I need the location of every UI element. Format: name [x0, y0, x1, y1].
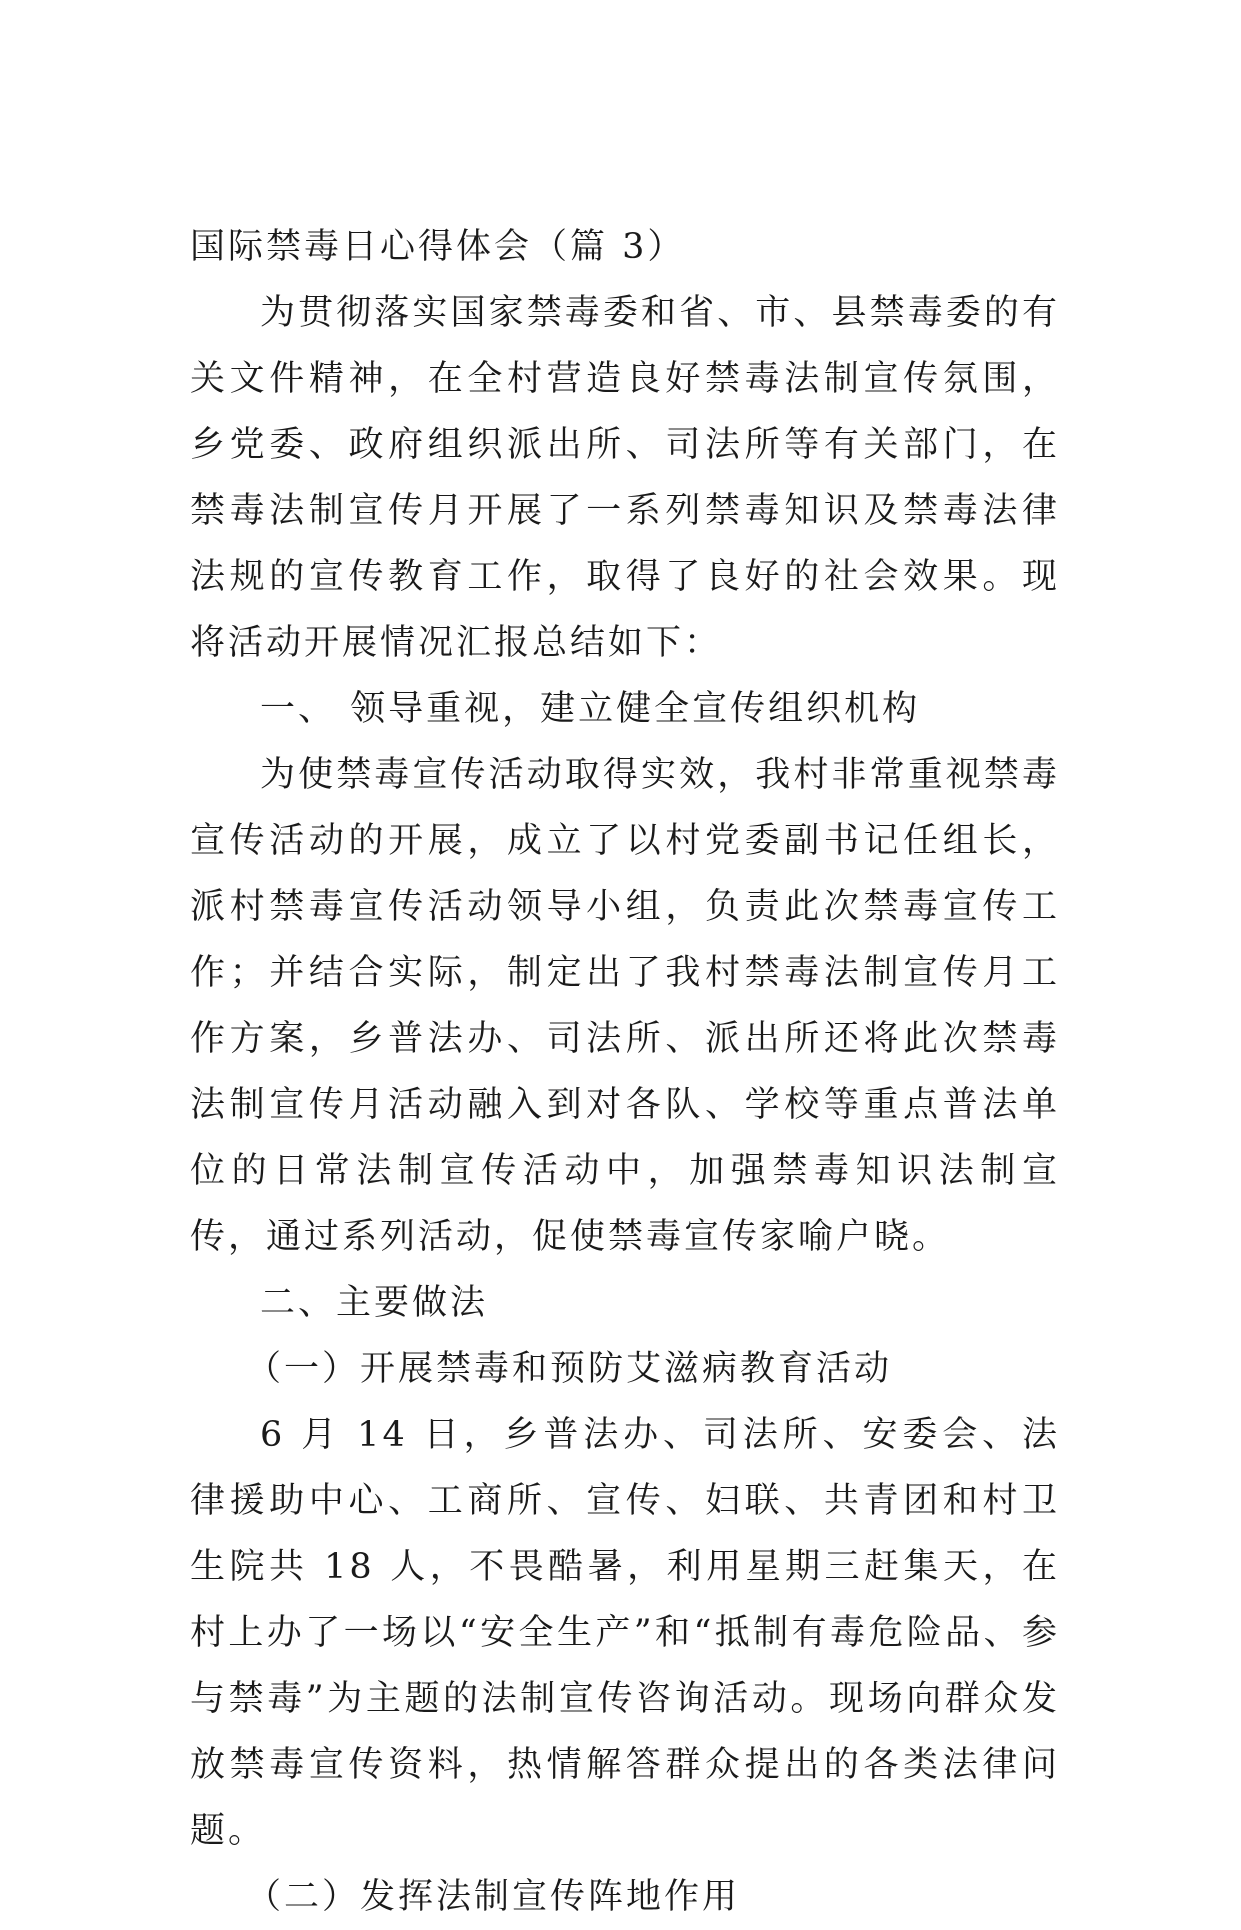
subsection-heading-1: （一）开展禁毒和预防艾滋病教育活动 [246, 1349, 893, 1389]
section-1-paragraph: 为使禁毒宣传活动取得实效，我村非常重视禁毒宣传活动的开展，成立了以村党委副书记任组长，派村禁毒宣传活动领导小组，负责此次禁毒宣传工作；并结合实际，制定出了我村禁毒法制宣传月工作方案，乡普法办、司法所、派出所还将此次禁毒法制宣传月活动融入到对各队、学校等重点普法单位的日常法制宣传活动中，加强禁毒知识法制宣传，通过系列活动，促使禁毒宣传家喻户晓。 [190, 755, 1060, 1257]
document-title: 国际禁毒日心得体会（篇 3） [190, 227, 686, 267]
subsection-1-paragraph: 6 月 14 日，乡普法办、司法所、安委会、法律援助中心、工商所、宣传、妇联、共青团和村卫生院共 18 人，不畏酷暑，利用星期三赶集天，在村上办了一场以“安全生产”和“抵制有毒危险品、参与禁毒”为主题的法制宣传咨询活动。现场向群众发放禁毒宣传资料，热情解答群众提出的各类法律问题。 [190, 1415, 1060, 1851]
section-heading-1: 一、 领导重视，建立健全宣传组织机构 [260, 689, 921, 729]
section-heading-2: 二、主要做法 [260, 1283, 489, 1323]
subsection-heading-2: （二）发挥法制宣传阵地作用 [246, 1877, 741, 1917]
intro-paragraph: 为贯彻落实国家禁毒委和省、市、县禁毒委的有关文件精神，在全村营造良好禁毒法制宣传氛围，乡党委、政府组织派出所、司法所等有关部门，在禁毒法制宣传月开展了一系列禁毒知识及禁毒法律法规的宣传教育工作，取得了良好的社会效果。现将活动开展情况汇报总结如下： [190, 293, 1060, 663]
document-body [190, 214, 1060, 1930]
